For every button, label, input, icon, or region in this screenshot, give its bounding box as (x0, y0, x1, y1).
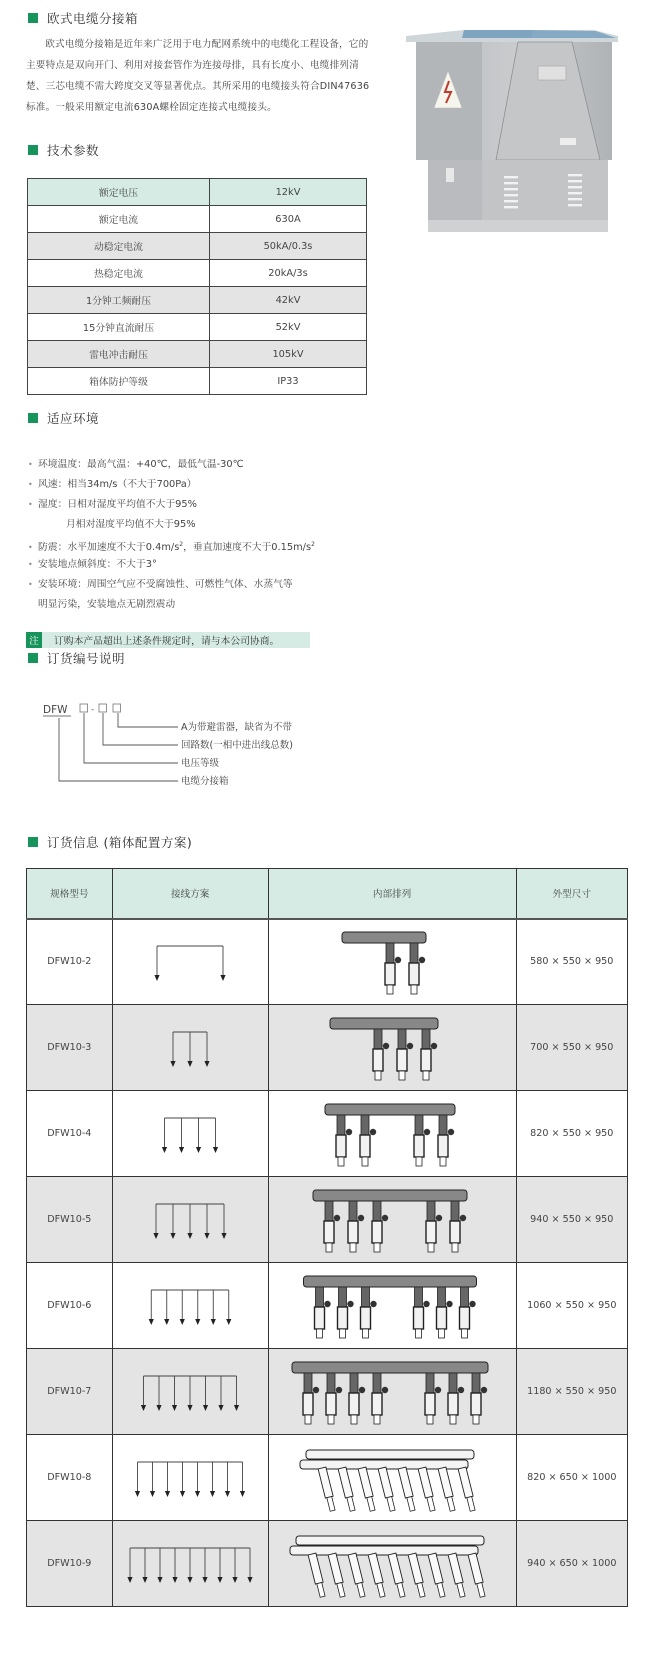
arrow-down-icon (171, 1061, 176, 1067)
arrow-down-icon (164, 1319, 169, 1325)
cable-connector (372, 1373, 388, 1424)
env-item-text: 湿度：日相对湿度平均值不大于95% (38, 499, 197, 510)
cable-connector (471, 1373, 487, 1424)
arrow-down-icon (195, 1491, 200, 1497)
row-model: DFW10-3 (27, 1005, 113, 1091)
code-label-type: 电缆分接箱 (181, 776, 229, 787)
cable-connector (438, 1115, 454, 1166)
spec-value: 630A (210, 206, 367, 233)
header-size: 外型尺寸 (516, 869, 627, 919)
spec-table (27, 178, 367, 395)
spec-name: 1分钟工频耐压 (28, 287, 210, 314)
order-code-diagram (0, 700, 340, 810)
spec-name: 额定电压 (28, 179, 210, 206)
arrow-down-icon (196, 1147, 201, 1153)
row-model: DFW10-7 (27, 1349, 113, 1435)
busbar (292, 1362, 488, 1373)
cable-connector (428, 1553, 446, 1598)
cable-connector (373, 1029, 389, 1080)
cable-connector (437, 1287, 453, 1338)
bullet-icon: • (28, 580, 33, 589)
arrow-down-icon (234, 1405, 239, 1411)
arrow-down-icon (203, 1405, 208, 1411)
row-internal-arrangement (268, 1005, 516, 1091)
arrow-down-icon (221, 975, 226, 981)
spec-name: 热稳定电流 (28, 260, 210, 287)
cable-connector (448, 1373, 464, 1424)
arrow-down-icon (213, 1147, 218, 1153)
arrow-down-icon (222, 1233, 227, 1239)
cable-connector (409, 943, 425, 994)
connector-arrangement-drawing (272, 1266, 512, 1346)
row-size: 940 × 550 × 950 (516, 1177, 627, 1263)
env-item-text: 安装地点倾斜度：不大于3° (38, 559, 157, 570)
connector-arrangement-drawing (272, 1524, 512, 1604)
row-internal-arrangement (268, 919, 516, 1005)
row-internal-arrangement (268, 1435, 516, 1521)
cable-connector (326, 1373, 342, 1424)
spec-row (28, 206, 367, 233)
section-title-text: 适应环境 (47, 411, 100, 426)
order-row (27, 1521, 628, 1607)
cable-connector (385, 943, 401, 994)
cable-connector (315, 1287, 331, 1338)
row-wiring-scheme (112, 1005, 268, 1091)
arrow-down-icon (211, 1319, 216, 1325)
arrow-down-icon (165, 1491, 170, 1497)
busbar (304, 1276, 477, 1287)
busbar (306, 1450, 474, 1459)
arrow-down-icon (226, 1319, 231, 1325)
bullet-icon: • (28, 560, 33, 569)
arrow-down-icon (210, 1491, 215, 1497)
env-item-continued (28, 515, 348, 535)
order-row (27, 1177, 628, 1263)
row-wiring-scheme (112, 1521, 268, 1607)
wiring-scheme-diagram (115, 1534, 265, 1594)
row-internal-arrangement (268, 1091, 516, 1177)
cable-connector (426, 1201, 442, 1252)
spec-value: 50kA/0.3s (210, 233, 367, 260)
connector-arrangement-drawing (272, 1008, 512, 1088)
arrow-down-icon (157, 1405, 162, 1411)
env-item (28, 455, 348, 475)
arrow-down-icon (240, 1491, 245, 1497)
row-model: DFW10-6 (27, 1263, 113, 1349)
spec-value: 20kA/3s (210, 260, 367, 287)
env-item-text: 防震：水平加速度不大于0.4m/s (38, 542, 180, 553)
arrow-down-icon (195, 1319, 200, 1325)
cable-connector (349, 1373, 365, 1424)
row-model: DFW10-9 (27, 1521, 113, 1607)
order-row (27, 1005, 628, 1091)
cable-connector (450, 1201, 466, 1252)
order-row (27, 1091, 628, 1177)
bullet-icon: • (28, 480, 33, 489)
env-item-text: 安装环境：周围空气应不受腐蚀性、可燃性气体、水蒸气等 (38, 579, 293, 590)
bullet-icon: • (28, 500, 33, 509)
code-label-ways: 回路数(一相中进出线总数) (181, 740, 293, 751)
busbar (342, 932, 426, 943)
cable-connector (361, 1287, 377, 1338)
note-tag: 注 (26, 632, 42, 648)
header-model: 规格型号 (27, 869, 113, 919)
section-title-order (28, 833, 192, 851)
env-item (28, 575, 348, 595)
spec-value: IP33 (210, 368, 367, 395)
section-title-text: 欧式电缆分接箱 (47, 11, 139, 26)
arrow-down-icon (171, 1233, 176, 1239)
order-table (26, 868, 628, 1607)
arrow-down-icon (205, 1061, 210, 1067)
arrow-down-icon (219, 1405, 224, 1411)
env-item-text: 明显污染，安装地点无剧烈震动 (38, 599, 176, 610)
busbar (296, 1536, 484, 1545)
spec-row (28, 260, 367, 287)
env-item (28, 535, 348, 555)
arrow-down-icon (135, 1491, 140, 1497)
header-arrangement: 内部排列 (268, 869, 516, 919)
arrow-down-icon (141, 1405, 146, 1411)
arrow-down-icon (205, 1233, 210, 1239)
spec-name: 15分钟直流耐压 (28, 314, 210, 341)
superscript: 2 (311, 541, 315, 548)
cable-connector (460, 1287, 476, 1338)
order-row (27, 1435, 628, 1521)
row-wiring-scheme (112, 919, 268, 1005)
arrow-down-icon (172, 1405, 177, 1411)
code-box-ways (99, 704, 107, 712)
cable-connector (368, 1553, 386, 1598)
connector-arrangement-drawing (272, 1352, 512, 1432)
cable-connector (414, 1115, 430, 1166)
env-item-text: 环境温度：最高气温：+40℃，最低气温-30℃ (38, 459, 244, 470)
env-item-text: 风速：相当34m/s（不大于700Pa） (38, 479, 197, 490)
busbar (313, 1190, 467, 1201)
busbar (325, 1104, 455, 1115)
row-size: 1180 × 550 × 950 (516, 1349, 627, 1435)
code-dash: - (91, 705, 95, 715)
row-size: 820 × 550 × 950 (516, 1091, 627, 1177)
wiring-scheme-diagram (115, 1276, 265, 1336)
row-size: 580 × 550 × 950 (516, 919, 627, 1005)
cable-connector (328, 1553, 346, 1598)
wiring-scheme-diagram (115, 1018, 265, 1078)
cable-connector (338, 1467, 356, 1512)
section-title-text: 订货编号说明 (47, 651, 126, 666)
section-title-environment (28, 409, 99, 427)
arrow-down-icon (158, 1577, 163, 1583)
wiring-scheme-diagram (115, 932, 265, 992)
row-model: DFW10-4 (27, 1091, 113, 1177)
row-model: DFW10-2 (27, 919, 113, 1005)
cable-connector (318, 1467, 336, 1512)
env-item (28, 495, 348, 515)
order-row (27, 1263, 628, 1349)
section-title-intro (28, 9, 138, 27)
cable-connector (336, 1115, 352, 1166)
row-size: 1060 × 550 × 950 (516, 1263, 627, 1349)
cable-connector (414, 1287, 430, 1338)
cable-connector (398, 1467, 416, 1512)
cable-connector (425, 1373, 441, 1424)
cable-branch-box-image (404, 26, 628, 236)
spec-name: 额定电流 (28, 206, 210, 233)
cable-connector (378, 1467, 396, 1512)
header-scheme: 接线方案 (112, 869, 268, 919)
section-marker-icon (28, 13, 38, 23)
connector-arrangement-drawing (272, 1438, 512, 1518)
code-label-voltage: 电压等级 (181, 758, 220, 769)
arrow-down-icon (225, 1491, 230, 1497)
bullet-icon: • (28, 460, 33, 469)
cable-connector (360, 1115, 376, 1166)
env-item (28, 555, 348, 575)
arrow-down-icon (188, 1233, 193, 1239)
cable-connector (458, 1467, 476, 1512)
spec-value: 42kV (210, 287, 367, 314)
arrow-down-icon (203, 1577, 208, 1583)
wiring-scheme-diagram (115, 1448, 265, 1508)
spec-row (28, 368, 367, 395)
cable-connector (468, 1553, 486, 1598)
arrow-down-icon (173, 1577, 178, 1583)
section-title-text: 技术参数 (47, 143, 100, 158)
bullet-icon: • (28, 543, 33, 552)
spec-value: 52kV (210, 314, 367, 341)
connector-arrangement-drawing (272, 922, 512, 1002)
cable-connector (303, 1373, 319, 1424)
row-internal-arrangement (268, 1349, 516, 1435)
section-title-text: 订货信息 (箱体配置方案) (47, 835, 193, 850)
order-row (27, 919, 628, 1005)
arrow-down-icon (143, 1577, 148, 1583)
arrow-down-icon (128, 1577, 133, 1583)
spec-row (28, 341, 367, 368)
arrow-down-icon (150, 1491, 155, 1497)
spec-row (28, 179, 367, 206)
spec-row (28, 233, 367, 260)
arrow-down-icon (179, 1147, 184, 1153)
spec-name: 箱体防护等级 (28, 368, 210, 395)
cable-connector (372, 1201, 388, 1252)
spec-row (28, 314, 367, 341)
section-marker-icon (28, 837, 38, 847)
row-size: 700 × 550 × 950 (516, 1005, 627, 1091)
intro-paragraph: 欧式电缆分接箱是近年来广泛用于电力配网系统中的电缆化工程设备，它的主要特点是双向开门、利用对接套管作为连接母排，具有长度小、电缆排列清楚、三芯电缆不需大跨度交叉等显著优点。其所采用的电缆接头符合DIN47636标准。一般采用额定电流630A螺栓固定连接式电缆接头。 (26, 39, 370, 113)
section-marker-icon (28, 145, 38, 155)
order-header-row (27, 869, 628, 919)
row-internal-arrangement (268, 1177, 516, 1263)
cable-connector (324, 1201, 340, 1252)
row-model: DFW10-5 (27, 1177, 113, 1263)
row-wiring-scheme (112, 1177, 268, 1263)
arrow-down-icon (188, 1405, 193, 1411)
spec-row (28, 287, 367, 314)
section-marker-icon (28, 653, 38, 663)
section-title-specs (28, 141, 99, 159)
connector-arrangement-drawing (272, 1180, 512, 1260)
cable-connector (418, 1467, 436, 1512)
section-marker-icon (28, 413, 38, 423)
arrow-down-icon (188, 1577, 193, 1583)
code-label-arrester: A为带避雷器，缺省为不带 (181, 722, 292, 733)
note-bar (26, 632, 310, 648)
cable-connector (338, 1287, 354, 1338)
arrow-down-icon (233, 1577, 238, 1583)
spec-name: 动稳定电流 (28, 233, 210, 260)
wiring-scheme-diagram (115, 1362, 265, 1422)
cable-connector (438, 1467, 456, 1512)
cable-connector (421, 1029, 437, 1080)
arrow-down-icon (154, 1233, 159, 1239)
arrow-down-icon (218, 1577, 223, 1583)
arrow-down-icon (155, 975, 160, 981)
section-title-code (28, 649, 125, 667)
spec-value: 105kV (210, 341, 367, 368)
arrow-down-icon (180, 1319, 185, 1325)
busbar (290, 1546, 478, 1555)
cable-connector (308, 1553, 326, 1598)
row-size: 820 × 650 × 1000 (516, 1435, 627, 1521)
row-wiring-scheme (112, 1263, 268, 1349)
row-wiring-scheme (112, 1435, 268, 1521)
code-box-arrester (113, 704, 121, 712)
code-box-voltage (80, 704, 88, 712)
env-item-continued (28, 595, 348, 615)
row-wiring-scheme (112, 1091, 268, 1177)
cable-connector (358, 1467, 376, 1512)
spec-name: 雷电冲击耐压 (28, 341, 210, 368)
cable-connector (408, 1553, 426, 1598)
cable-connector (397, 1029, 413, 1080)
env-item-text: 月相对湿度平均值不大于95% (66, 519, 196, 530)
cable-connector (388, 1553, 406, 1598)
row-wiring-scheme (112, 1349, 268, 1435)
spec-value: 12kV (210, 179, 367, 206)
wiring-scheme-diagram (115, 1104, 265, 1164)
note-text: 订购本产品超出上述条件规定时，请与本公司协商。 (54, 636, 280, 647)
row-model: DFW10-8 (27, 1435, 113, 1521)
env-item (28, 475, 348, 495)
row-internal-arrangement (268, 1521, 516, 1607)
cable-connector (448, 1553, 466, 1598)
connector-arrangement-drawing (272, 1094, 512, 1174)
wiring-scheme-diagram (115, 1190, 265, 1250)
row-size: 940 × 650 × 1000 (516, 1521, 627, 1607)
order-row (27, 1349, 628, 1435)
superscript: 2 (179, 541, 184, 548)
cable-connector (348, 1553, 366, 1598)
arrow-down-icon (180, 1491, 185, 1497)
arrow-down-icon (188, 1061, 193, 1067)
busbar (330, 1018, 438, 1029)
arrow-down-icon (248, 1577, 253, 1583)
cable-connector (348, 1201, 364, 1252)
env-item-text: ，垂直加速度不大于0.15m/s (183, 542, 312, 553)
code-prefix: DFW (43, 704, 68, 716)
row-internal-arrangement (268, 1263, 516, 1349)
arrow-down-icon (162, 1147, 167, 1153)
environment-list (28, 455, 348, 615)
arrow-down-icon (149, 1319, 154, 1325)
